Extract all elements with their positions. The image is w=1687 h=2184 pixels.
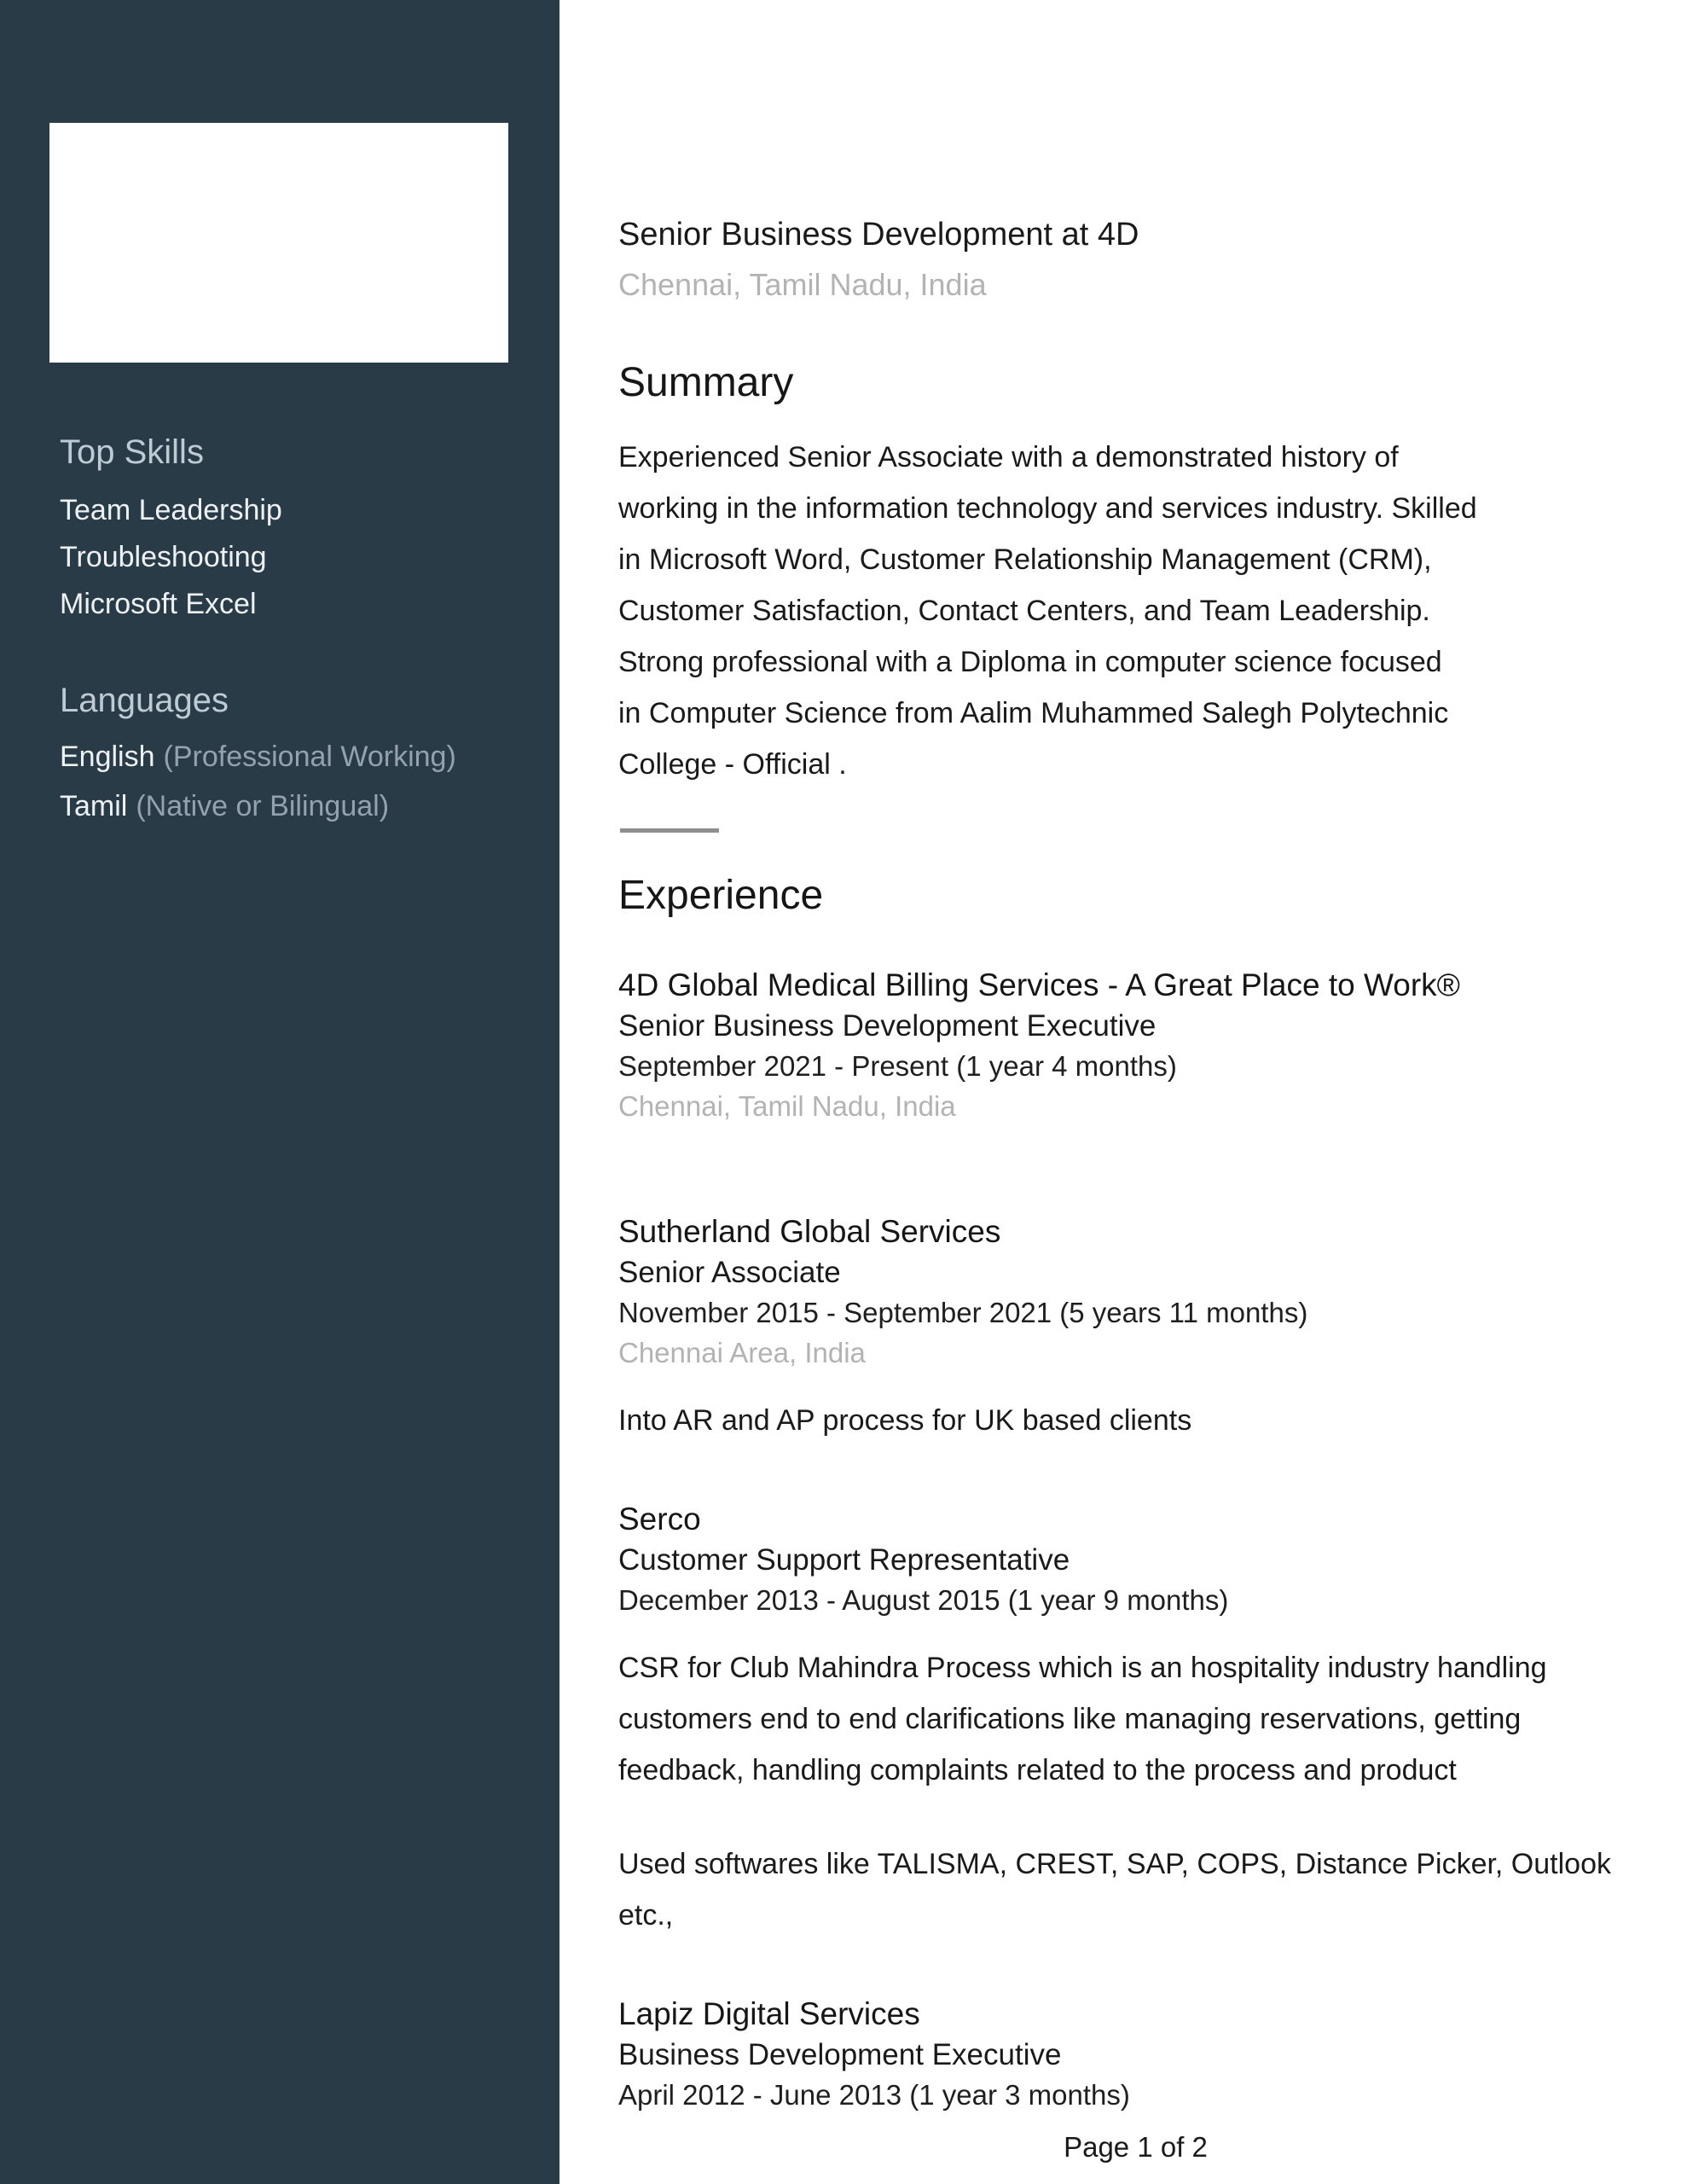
experience-entry bbox=[618, 965, 1653, 1126]
experience-entry bbox=[618, 1211, 1653, 1446]
job-description-line: feedback, handling complaints related to the process and product bbox=[618, 1754, 1457, 1786]
language-name: English bbox=[60, 741, 155, 773]
sidebar bbox=[0, 0, 559, 2184]
skills-heading: Top Skills bbox=[60, 433, 204, 471]
job-description bbox=[618, 1642, 1653, 1796]
summary-line: Strong professional with a Diploma in computer science focused bbox=[618, 646, 1442, 678]
language-item bbox=[60, 781, 529, 831]
profile-location: Chennai, Tamil Nadu, India bbox=[618, 267, 987, 302]
sidebar-content bbox=[60, 430, 529, 831]
summary-line: in Computer Science from Aalim Muhammed Salegh Polytechnic bbox=[618, 697, 1449, 729]
photo-placeholder bbox=[49, 123, 508, 363]
headline: Senior Business Development at 4D bbox=[618, 217, 1139, 253]
job-description-line: etc., bbox=[618, 1899, 674, 1931]
job-dates: April 2012 - June 2013 (1 year 3 months) bbox=[618, 2079, 1130, 2111]
main-content bbox=[559, 0, 1687, 2184]
skill-item: Team Leadership bbox=[60, 494, 282, 526]
summary-line: College - Official . bbox=[618, 748, 847, 781]
job-location: Chennai, Tamil Nadu, India bbox=[618, 1090, 956, 1122]
skill-item: Microsoft Excel bbox=[60, 588, 257, 620]
job-description-line: Into AR and AP process for UK based clients bbox=[618, 1404, 1192, 1437]
summary-line: Customer Satisfaction, Contact Centers, and Team Leadership. bbox=[618, 595, 1430, 627]
job-description-line: Used softwares like TALISMA, CREST, SAP, COPS, Distance Picker, Outlook bbox=[618, 1848, 1611, 1880]
experience-heading: Experience bbox=[618, 873, 824, 918]
languages-list bbox=[60, 732, 529, 831]
job-dates: December 2013 - August 2015 (1 year 9 months) bbox=[618, 1584, 1229, 1616]
language-item bbox=[60, 732, 529, 781]
page-footer: Page 1 of 2 bbox=[1064, 2131, 1208, 2163]
job-title: Customer Support Representative bbox=[618, 1543, 1070, 1577]
experience-entry bbox=[618, 1499, 1653, 1941]
job-description bbox=[618, 1838, 1653, 1941]
summary-paragraph bbox=[618, 432, 1653, 790]
skills-list bbox=[60, 487, 529, 628]
language-name: Tamil bbox=[60, 790, 128, 822]
company-name: Sutherland Global Services bbox=[618, 1214, 1001, 1249]
job-dates: November 2015 - September 2021 (5 years 11 months) bbox=[618, 1297, 1308, 1328]
job-dates: September 2021 - Present (1 year 4 months) bbox=[618, 1050, 1177, 1082]
job-title: Senior Business Development Executive bbox=[618, 1009, 1157, 1043]
company-name: Serco bbox=[618, 1502, 701, 1536]
job-description bbox=[618, 1395, 1653, 1446]
section-divider bbox=[620, 828, 719, 833]
language-level: (Professional Working) bbox=[163, 741, 456, 773]
company-name: Lapiz Digital Services bbox=[618, 1996, 920, 2031]
job-title: Senior Associate bbox=[618, 1256, 841, 1289]
summary-line: working in the information technology and services industry. Skilled bbox=[618, 492, 1477, 525]
job-description-line: CSR for Club Mahindra Process which is an hospitality industry handling bbox=[618, 1652, 1547, 1684]
skill-item: Troubleshooting bbox=[60, 541, 267, 573]
experience-entry bbox=[618, 1994, 1653, 2115]
job-location: Chennai Area, India bbox=[618, 1337, 866, 1368]
languages-heading: Languages bbox=[60, 682, 229, 719]
company-name: 4D Global Medical Billing Services - A Great Place to Work® bbox=[618, 967, 1460, 1002]
summary-line: in Microsoft Word, Customer Relationship Management (CRM), bbox=[618, 543, 1432, 576]
language-level: (Native or Bilingual) bbox=[136, 790, 390, 822]
job-title: Business Development Executive bbox=[618, 2038, 1062, 2071]
summary-line: Experienced Senior Associate with a demonstrated history of bbox=[618, 441, 1399, 473]
job-description-line: customers end to end clarifications like managing reservations, getting bbox=[618, 1703, 1522, 1735]
summary-heading: Summary bbox=[618, 360, 794, 405]
